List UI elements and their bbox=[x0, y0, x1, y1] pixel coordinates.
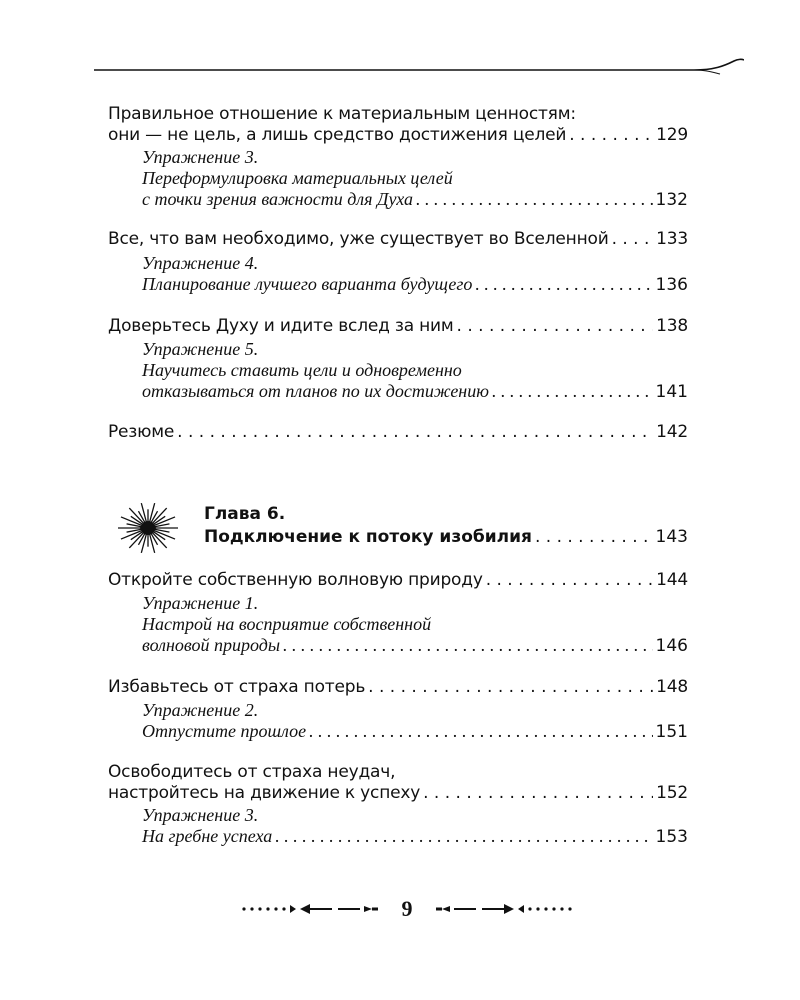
exercise-label: Упражнение 5. bbox=[142, 339, 259, 359]
exercise-label: Упражнение 1. bbox=[142, 593, 259, 613]
page-number-footer: 9 bbox=[401, 896, 413, 921]
leader-dots bbox=[569, 125, 653, 146]
page-number: 153 bbox=[655, 827, 688, 847]
leader-dots bbox=[457, 316, 654, 337]
exercise-title: отказываться от планов по их достижению bbox=[142, 381, 489, 401]
leader-dots bbox=[283, 635, 653, 656]
leader-dots bbox=[416, 189, 653, 210]
page-footer bbox=[240, 896, 574, 922]
page-number: 129 bbox=[656, 125, 688, 145]
toc-entry-title: Доверьтесь Духу и идите вслед за ним bbox=[108, 316, 454, 336]
exercise-label: Упражнение 3. bbox=[142, 147, 259, 167]
leader-dots bbox=[177, 422, 653, 443]
starburst-icon bbox=[112, 498, 184, 558]
page-number: 148 bbox=[656, 677, 688, 697]
toc-entry-fear-of-loss[interactable] bbox=[108, 677, 688, 698]
toc-entry-title: Резюме bbox=[108, 422, 175, 442]
page-number: 146 bbox=[655, 636, 688, 656]
leader-dots bbox=[423, 783, 653, 804]
exercise-line: Переформулировка материальных целей bbox=[142, 168, 453, 188]
page-number: 143 bbox=[655, 527, 688, 547]
page-number: 138 bbox=[656, 316, 688, 336]
toc-entry-title: они — не цель, а лишь средство достижения целей bbox=[108, 125, 567, 145]
exercise-label: Упражнение 2. bbox=[142, 700, 259, 720]
toc-exercise-3-reformulation[interactable] bbox=[142, 147, 688, 211]
leader-dots bbox=[612, 229, 654, 250]
page-number: 136 bbox=[655, 275, 688, 295]
exercise-title: На гребне успеха bbox=[142, 826, 273, 846]
exercise-label: Упражнение 4. bbox=[142, 253, 259, 273]
leader-dots bbox=[535, 526, 653, 549]
chapter-number: Глава 6. bbox=[204, 504, 286, 524]
page-number: 152 bbox=[656, 783, 688, 803]
leader-dots bbox=[368, 677, 653, 698]
toc-entry-title: Все, что вам необходимо, уже существует во Вселенной bbox=[108, 229, 609, 249]
toc-entry-universe[interactable] bbox=[108, 229, 688, 250]
exercise-line: Научитесь ставить цели и одновременно bbox=[142, 360, 462, 380]
toc-entry-wave-nature[interactable] bbox=[108, 570, 688, 591]
page-number: 133 bbox=[656, 229, 688, 249]
page-number: 132 bbox=[655, 190, 688, 210]
leader-dots bbox=[486, 570, 653, 591]
exercise-title: Планирование лучшего варианта будущего bbox=[142, 274, 473, 294]
leader-dots bbox=[492, 381, 653, 402]
toc-exercise-4-planning[interactable] bbox=[142, 253, 688, 296]
chapter-6-heading[interactable] bbox=[204, 503, 688, 549]
header-rule bbox=[94, 56, 744, 78]
toc-entry-title: Избавьтесь от страха потерь bbox=[108, 677, 366, 697]
exercise-title: Отпустите прошлое bbox=[142, 721, 307, 741]
page-number: 141 bbox=[655, 382, 688, 402]
toc-exercise-1-wave-attunement[interactable] bbox=[142, 593, 688, 657]
toc-entry-line: Освободитесь от страха неудач, bbox=[108, 762, 396, 782]
toc-entry-title: настройтесь на движение к успеху bbox=[108, 783, 421, 803]
toc-exercise-3-success-wave[interactable] bbox=[142, 805, 688, 848]
chapter-title: Подключение к потоку изобилия bbox=[204, 527, 532, 547]
toc-entry-material-values[interactable] bbox=[108, 104, 688, 146]
leader-dots bbox=[475, 274, 652, 295]
toc-entry-line: Правильное отношение к материальным ценностям: bbox=[108, 104, 576, 124]
toc-entry-title: Откройте собственную волновую природу bbox=[108, 570, 483, 590]
leader-dots bbox=[309, 721, 652, 742]
toc-entry-trust-spirit[interactable] bbox=[108, 316, 688, 337]
toc-exercise-2-let-go[interactable] bbox=[142, 700, 688, 743]
exercise-line: Настрой на восприятие собственной bbox=[142, 614, 432, 634]
page-number: 144 bbox=[656, 570, 688, 590]
page-number: 151 bbox=[655, 722, 688, 742]
page-number: 142 bbox=[656, 422, 688, 442]
toc-entry-fear-of-failure[interactable] bbox=[108, 762, 688, 804]
leader-dots bbox=[275, 826, 652, 847]
exercise-label: Упражнение 3. bbox=[142, 805, 259, 825]
exercise-title: с точки зрения важности для Духа bbox=[142, 189, 413, 209]
toc-exercise-5-goals[interactable] bbox=[142, 339, 688, 403]
exercise-title: волновой природы bbox=[142, 635, 281, 655]
toc-entry-summary[interactable] bbox=[108, 422, 688, 443]
